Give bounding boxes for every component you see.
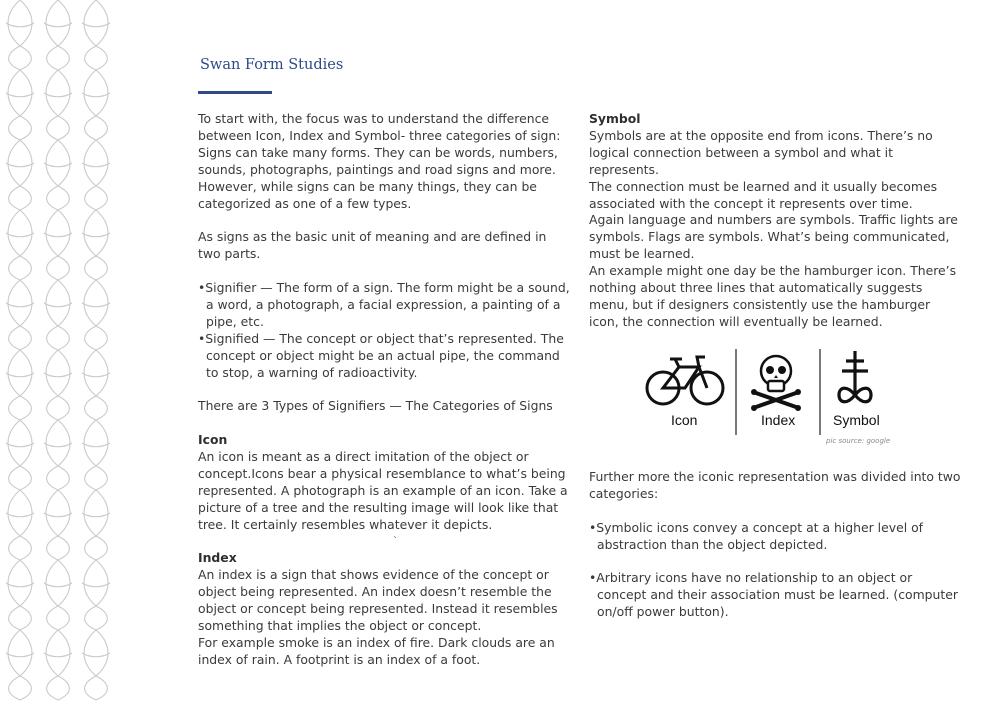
parts-paragraph: As signs as the basic unit of meaning and are defined in two parts.	[198, 229, 547, 262]
index-heading: Index	[198, 550, 237, 566]
leviathan-cross-icon	[839, 351, 871, 402]
lower-right-column	[589, 469, 961, 621]
arbitrary-icons-bullet: •Arbitrary icons have no relationship to an object or concept and their association must be learned. (computer on/off power button).	[589, 570, 958, 620]
symbol-paragraph-4: An example might one day be the hamburger icon. There’s nothing about three lines that automatically suggests menu, but if designers consistently use the hamburger icon, the connection will eventually be learned.	[589, 263, 957, 329]
figure-label-symbol: Symbol	[833, 412, 880, 428]
stray-mark: `	[393, 536, 398, 547]
pic-source-caption: pic source: google	[826, 437, 891, 445]
left-column	[198, 111, 570, 669]
title-underline	[198, 91, 272, 94]
index-paragraph: An index is a sign that shows evidence of the concept or object being represented. An index doesn’t resemble the object or concept being represented. Instead it resembles something that implies the object or concept.	[198, 567, 558, 634]
symbol-paragraph-3: Again language and numbers are symbols. Traffic lights are symbols. Flags are symbols. What’s being communicated, must be learned.	[589, 212, 958, 262]
symbolic-icons-bullet: •Symbolic icons convey a concept at a higher level of abstraction than the object depicted.	[589, 519, 924, 552]
icon-heading: Icon	[198, 432, 228, 448]
figure-label-index: Index	[761, 412, 796, 428]
figure-label-icon: Icon	[671, 412, 698, 428]
symbol-heading: Symbol	[589, 111, 641, 126]
intro-paragraph: To start with, the focus was to understand the difference between Icon, Index and Symbol- three categories of sign: Signs can take many forms. They can be words, numbers, sounds, photographs, paintings and road signs and more. However, while signs can be many things, they can be categorized as one of a few types.	[198, 111, 561, 211]
right-column	[589, 111, 961, 331]
signifier-bullet: •Signifier — The form of a sign. The form might be a sound, a word, a photograph, a facial expression, a painting of a pipe, etc.	[198, 280, 570, 329]
icon-paragraph: An icon is meant as a direct imitation of the object or concept.Icons bear a physical resemblance to what’s being represented. A photograph is an example of an icon. Take a picture of a tree and the resulting image will look like that tree. It certainly resembles whatever it depicts.	[198, 449, 568, 532]
categories-intro: Further more the iconic representation was divided into two categories:	[589, 469, 961, 501]
swan-pattern-strip	[0, 0, 130, 710]
signified-bullet: •Signified — The concept or object that’s represented. The concept or object might be an actual pipe, the command to stop, a warning of radioactivity.	[198, 330, 564, 380]
skull-crossbones-icon	[751, 356, 801, 411]
symbol-paragraph-2: The connection must be learned and it usually becomes associated with the concept it represents over time.	[589, 178, 938, 211]
bicycle-icon	[647, 357, 723, 404]
types-paragraph: There are 3 Types of Signifiers — The Categories of Signs	[198, 398, 553, 414]
index-example-paragraph: For example smoke is an index of fire. Dark clouds are an index of rain. A footprint is an index of a foot.	[198, 635, 555, 667]
page-title: Swan Form Studies	[200, 57, 344, 73]
sign-types-figure	[633, 345, 895, 449]
symbol-paragraph-1: Symbols are at the opposite end from icons. There’s no logical connection between a symbol and what it represents.	[589, 127, 933, 177]
